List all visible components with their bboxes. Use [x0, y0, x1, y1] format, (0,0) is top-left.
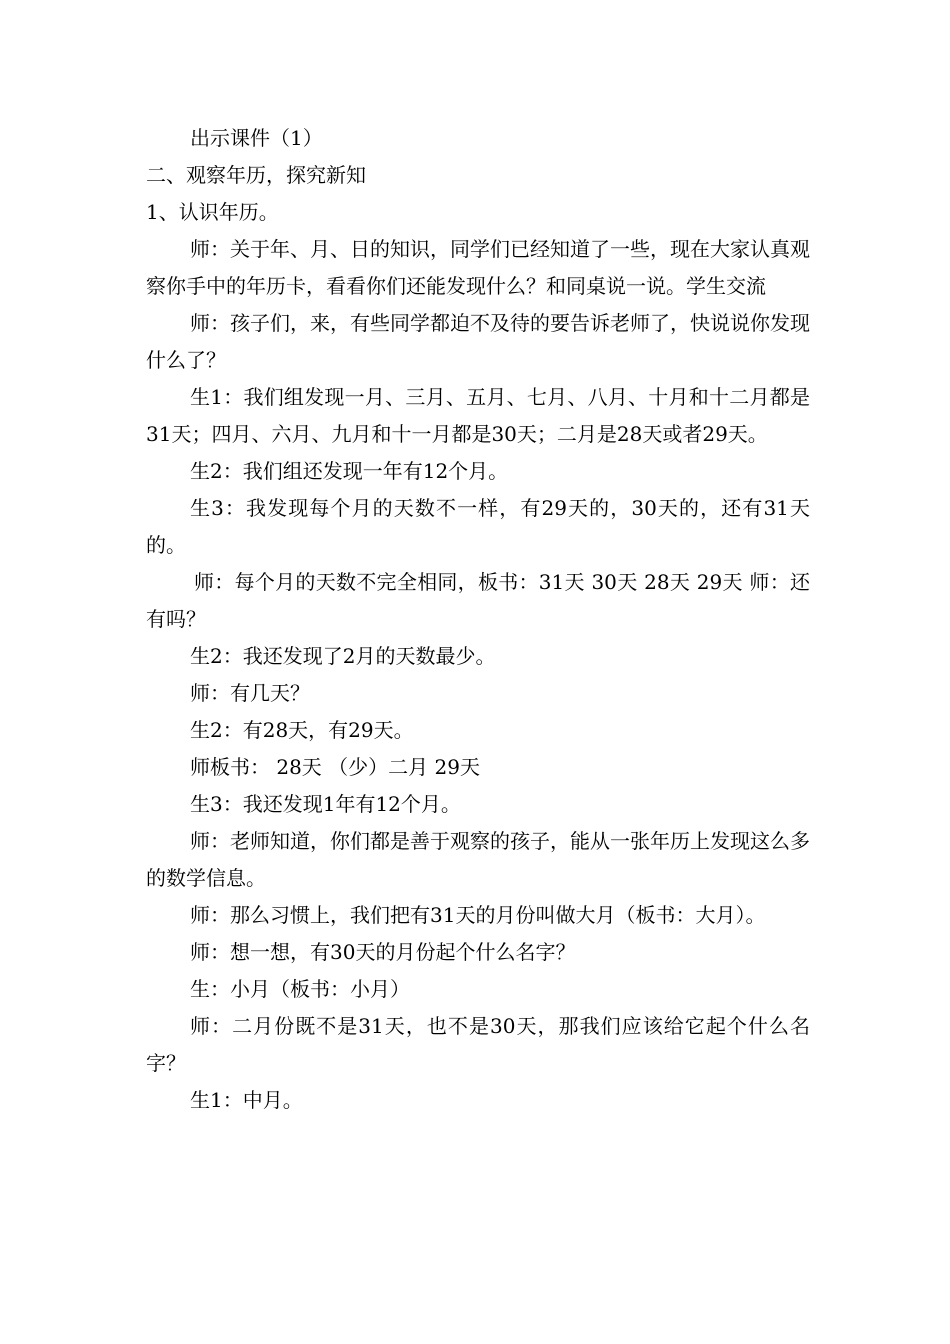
- paragraph: 师：孩子们，来，有些同学都迫不及待的要告诉老师了，快说说你发现什么了？: [146, 311, 810, 372]
- section-heading: 二、观察年历，探究新知: [146, 163, 366, 187]
- paragraph: 生2：有28天，有29天。: [190, 718, 414, 742]
- subsection-heading: 1、认识年历。: [146, 200, 279, 224]
- paragraph: 师：二月份既不是31天，也不是30天，那我们应该给它起个什么名字？: [146, 1014, 810, 1075]
- paragraph: 师：每个月的天数不完全相同，板书：31天 30天 28天 29天 师：还有吗？: [146, 570, 810, 631]
- paragraph: 生3：我发现每个月的天数不一样，有29天的，30天的，还有31天的。: [146, 496, 810, 557]
- document-page: [146, 120, 810, 1119]
- paragraph: 师：关于年、月、日的知识，同学们已经知道了一些，现在大家认真观察你手中的年历卡，看看你们还能发现什么？和同桌说一说。学生交流: [146, 237, 810, 298]
- paragraph: 师：老师知道，你们都是善于观察的孩子，能从一张年历上发现这么多的数学信息。: [146, 829, 810, 890]
- paragraph: 师：有几天？: [190, 681, 310, 705]
- paragraph: 师：想一想，有30天的月份起个什么名字？: [190, 940, 576, 964]
- paragraph: 生2：我还发现了2月的天数最少。: [190, 644, 496, 668]
- paragraph: 师：那么习惯上，我们把有31天的月份叫做大月（板书：大月）。: [190, 903, 766, 927]
- paragraph: 师板书： 28天 （少）二月 29天: [190, 755, 480, 779]
- paragraph-courseware: 出示课件（1）: [190, 126, 323, 150]
- paragraph: 生：小月（板书：小月）: [190, 977, 410, 1001]
- paragraph: 生1：中月。: [190, 1088, 303, 1112]
- paragraph: 生2：我们组还发现一年有12个月。: [190, 459, 509, 483]
- paragraph: 生3：我还发现1年有12个月。: [190, 792, 461, 816]
- paragraph: 生1：我们组发现一月、三月、五月、七月、八月、十月和十二月都是31天；四月、六月、九月和十一月都是30天；二月是28天或者29天。: [146, 385, 810, 446]
